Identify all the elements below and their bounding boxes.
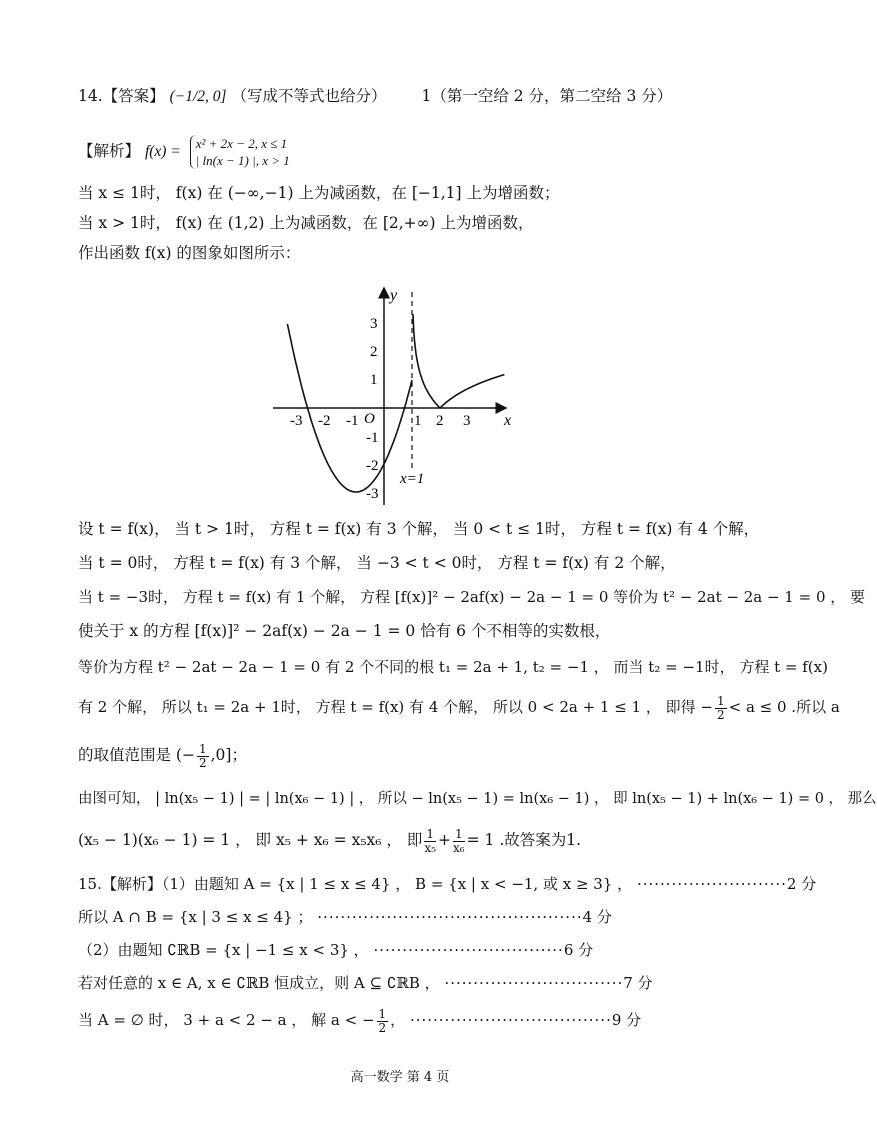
frac-num: 1 <box>378 1006 387 1021</box>
text-seg: 所以 A ∩ B = {x | 3 ≤ x ≤ 4} ； <box>78 908 313 926</box>
frac-num: 1 <box>716 693 725 708</box>
q14-answer-line <box>78 85 740 108</box>
plus-sign: + <box>438 831 451 849</box>
dot-leader: ································· <box>373 941 564 959</box>
x-tick-label: 2 <box>436 413 444 429</box>
text-line <box>78 738 740 772</box>
text-line: 等价为方程 t² − 2at − 2a − 1 = 0 有 2 个不同的根 t₁ = 2a + 1, t₂ = −1 ， 而当 t₂ = −1时， 方程 t = f(x) <box>78 658 828 676</box>
piece-2: | ln(x − 1) |, x > 1 <box>195 153 290 168</box>
text-line: 当 t = −3时， 方程 t = f(x) 有 1 个解， 方程 [f(x)]² − 2af(x) − 2a − 1 = 0 等价为 t² − 2at − 2a − 1 = 0 ， 要 <box>78 588 866 606</box>
answer-2: 1（第一空给 2 分，第二空给 3 分） <box>421 87 673 105</box>
log-curve <box>413 314 504 408</box>
fraction-x6 <box>453 828 465 855</box>
fraction-x5 <box>424 828 436 855</box>
frac-num: 1 <box>455 826 463 841</box>
function-lhs: f(x) = <box>144 143 181 160</box>
dot-leader: ······························· <box>444 974 624 992</box>
origin-label: O <box>364 411 375 427</box>
asymptote-label: x=1 <box>400 471 425 487</box>
function-graph <box>268 280 518 510</box>
text-seg: 的取值范围是 (− <box>78 746 195 764</box>
text-line <box>78 690 840 724</box>
x-tick-label: 1 <box>414 413 422 429</box>
frac-den: 2 <box>716 707 725 722</box>
score: 7 分 <box>623 974 653 992</box>
x-tick-label: -3 <box>290 413 303 429</box>
q15-line-3 <box>78 939 740 961</box>
frac-den: 2 <box>198 755 207 770</box>
text-line: 当 x ≤ 1时， f(x) 在 (−∞,−1) 上为减函数，在 [−1,1] 上为增函数； <box>78 184 560 202</box>
text-seg: = 1 .故答案为1. <box>466 831 582 849</box>
text-line: 由图可知， | ln(x₅ − 1) | = | ln(x₆ − 1) | ， 所以 − ln(x₅ − 1) = ln(x₆ − 1) ， 即 ln(x₅ − 1) + ln(x₆ − 1) = 0 ， 那么 <box>78 791 877 807</box>
text-line: 使关于 x 的方程 [f(x)]² − 2af(x) − 2a − 1 = 0 恰有 6 个不相等的实数根， <box>78 622 611 640</box>
text-line: 当 t = 0时， 方程 t = f(x) 有 3 个解， 当 −3 < t < 0时， 方程 t = f(x) 有 2 个解， <box>78 554 676 572</box>
y-tick-label: 2 <box>370 344 378 360</box>
q15-line-1 <box>78 873 817 895</box>
y-tick-label: 1 <box>370 372 378 388</box>
x-tick-label: -2 <box>318 413 331 429</box>
fraction-half <box>715 695 727 722</box>
answer-tag: 14.【答案】 <box>78 87 165 105</box>
score: 4 分 <box>582 908 612 926</box>
frac-den: x₆ <box>453 840 465 855</box>
piecewise-brace <box>190 135 290 169</box>
text-seg: 有 2 个解， 所以 t₁ = 2a + 1时， 方程 t = f(x) 有 4 个解， 所以 0 < 2a + 1 ≤ 1 ， 即得 − <box>78 698 713 716</box>
text-seg: 15.【解析】（1）由题知 A = {x | 1 ≤ x ≤ 4} ， B = {x | x < −1, 或 x ≥ 3} ， <box>78 875 633 893</box>
y-tick-label: -3 <box>366 486 379 502</box>
text-line <box>78 822 740 858</box>
frac-den: 2 <box>378 1020 387 1035</box>
y-tick-label: -1 <box>366 430 379 446</box>
score: 6 分 <box>563 941 594 959</box>
page-footer: 高一数学 第 4 页 <box>350 1070 450 1085</box>
frac-den: x₅ <box>424 840 436 855</box>
y-axis-label: y <box>390 287 398 304</box>
text-seg: < a ≤ 0 .所以 a <box>728 698 840 716</box>
dot-leader: ··································· <box>409 1011 612 1029</box>
frac-num: 1 <box>426 826 434 841</box>
text-seg: 若对任意的 x ∈ A, x ∈ ∁ℝB 恒成立，则 A ⊆ ∁ℝB ， <box>78 974 440 992</box>
x-axis-label: x <box>504 412 512 429</box>
fraction-half <box>377 1008 389 1035</box>
q15-line-5 <box>78 1003 740 1037</box>
dot-leader: ·························· <box>636 875 787 893</box>
analysis-tag: 【解析】 <box>78 142 141 160</box>
q15-line-4 <box>78 972 740 994</box>
text-line: 当 x > 1时， f(x) 在 (1,2) 上为减函数，在 [2,+∞) 上为增函数， <box>78 214 534 232</box>
dot-leader: ·············································· <box>317 908 583 926</box>
y-tick-label: -2 <box>366 458 379 474</box>
x-tick-label: 3 <box>463 413 471 429</box>
text-line: 设 t = f(x)， 当 t > 1时， 方程 t = f(x) 有 3 个解， 当 0 < t ≤ 1时， 方程 t = f(x) 有 4 个解， <box>78 520 760 538</box>
text-seg: (x₅ − 1)(x₆ − 1) = 1 ， 即 x₅ + x₆ = x₅x₆ ， 即 <box>78 831 423 849</box>
frac-num: 1 <box>198 741 207 756</box>
text-line: 作出函数 f(x) 的图象如图所示： <box>78 244 301 262</box>
text-seg: （2）由题知 ∁ℝB = {x | −1 ≤ x < 3} ， <box>78 941 369 959</box>
fraction-half <box>197 743 209 770</box>
score: 9 分 <box>611 1011 642 1029</box>
score: 2 分 <box>786 875 817 893</box>
piece-1: x² + 2x − 2, x ≤ 1 <box>195 136 288 151</box>
q14-function-def <box>78 133 740 170</box>
text-seg: 当 A = ∅ 时， 3 + a < 2 − a ， 解 a < − <box>78 1011 375 1029</box>
text-seg: ， <box>390 1011 406 1029</box>
answer-1: (−1/2, 0] <box>169 88 227 105</box>
q15-line-2 <box>78 906 740 928</box>
text-seg: ,0]； <box>210 746 247 764</box>
x-tick-label: -1 <box>346 413 359 429</box>
answer-note: （写成不等式也给分） <box>231 87 387 105</box>
y-tick-label: 3 <box>370 316 378 332</box>
